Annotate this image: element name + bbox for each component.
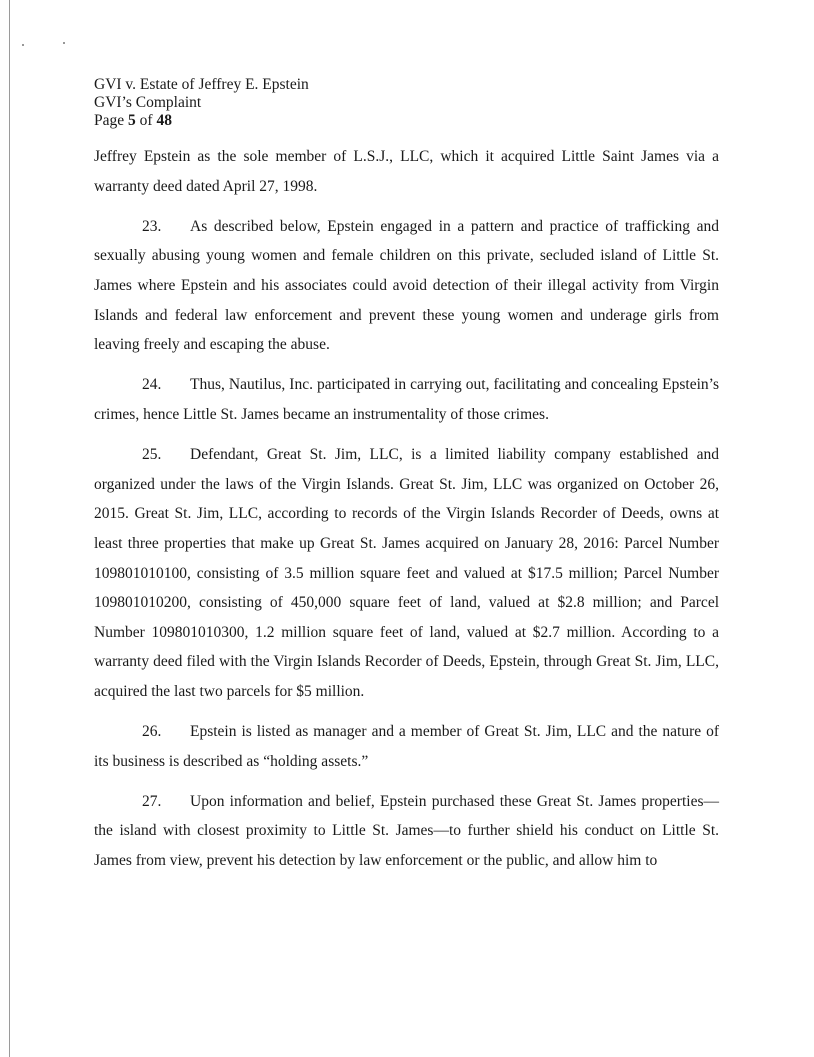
scan-speck: [22, 44, 24, 46]
document-title: GVI’s Complaint: [94, 94, 202, 111]
paragraph-26: [94, 717, 719, 776]
paragraph-number: 24.: [142, 376, 162, 394]
case-caption: GVI v. Estate of Jeffrey E. Epstein: [94, 76, 309, 93]
page-of: of: [139, 112, 153, 129]
paragraph-text: As described below, Epstein engaged in a pattern and practice of trafficking and sexually abusing young women and female children on this private, secluded island of Little St. James where Epstein and his associates could avoid detection of their illegal activity from Virgin Islands and federal law enforcement and prevent these young women and underage girls from leaving freely and escaping the abuse.: [94, 217, 719, 354]
paragraph-text: Upon information and belief, Epstein purchased these Great St. James properties—the island with closest proximity to Little St. James—to further shield his conduct on Little St. James from view, prevent his detection by law enforcement or the public, and allow him to: [94, 792, 719, 870]
paragraph-continuation: [94, 142, 719, 201]
page-current: 5: [128, 112, 136, 129]
page-number: [94, 112, 309, 130]
document-body: [94, 142, 719, 886]
paragraph-text: Defendant, Great St. Jim, LLC, is a limited liability company established and organized under the laws of the Virgin Islands. Great St. Jim, LLC was organized on October 26, 2015. Great St. Jim, LLC, according to records of the Virgin Islands Recorder of Deeds, owns at least three properties that make up Great St. James acquired on January 28, 2016: Parcel Number 109801010100, consisting of 3.5 million square feet and valued at $17.5 million; Parcel Number 109801010200, consisting of 450,000 square feet of land, valued at $2.8 million; and Parcel Number 109801010300, 1.2 million square feet of land, valued at $2.7 million. According to a warranty deed filed with the Virgin Islands Recorder of Deeds, Epstein, through Great St. Jim, LLC, acquired the last two parcels for $5 million.: [94, 446, 719, 700]
paragraph-27: [94, 787, 719, 876]
paragraph-number: 27.: [142, 792, 162, 810]
paragraph-text: Thus, Nautilus, Inc. participated in carrying out, facilitating and concealing Epstein’s crimes, hence Little St. James became an instrumentality of those crimes.: [94, 376, 719, 423]
paragraph-25: [94, 440, 719, 706]
scan-speck: [63, 42, 65, 44]
paragraph-text: Jeffrey Epstein as the sole member of L.S.J., LLC, which it acquired Little Saint James via a warranty deed dated April 27, 1998.: [94, 148, 719, 195]
paragraph-24: [94, 370, 719, 429]
scan-edge-line: [9, 0, 10, 1057]
page-prefix: Page: [94, 112, 125, 129]
paragraph-text: Epstein is listed as manager and a member of Great St. Jim, LLC and the nature of its business is described as “holding assets.”: [94, 723, 719, 770]
page-header: [94, 76, 309, 130]
page-total: 48: [156, 112, 172, 129]
paragraph-number: 25.: [142, 446, 162, 464]
paragraph-number: 23.: [142, 217, 162, 235]
paragraph-23: [94, 212, 719, 360]
paragraph-number: 26.: [142, 723, 162, 741]
